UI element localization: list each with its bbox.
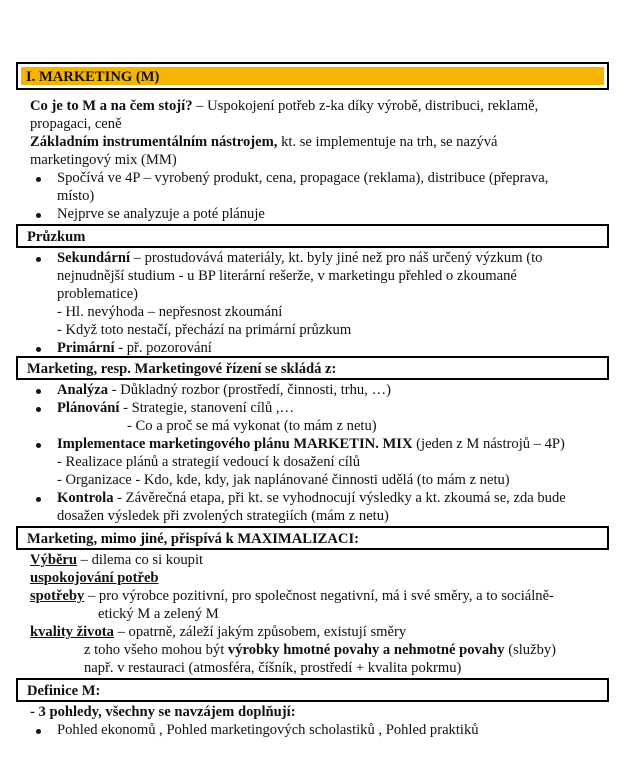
- bullet-dot: [36, 443, 41, 448]
- uspokojovani-line: [30, 570, 159, 586]
- analyza-bold: Analýza: [57, 382, 109, 398]
- kontrola-bold: Kontrola: [57, 490, 114, 506]
- intro-question-line2: propagaci, ceně: [30, 116, 122, 132]
- kvality-line1: [30, 624, 406, 640]
- implementace-bold: Implementace marketingového plánu MARKETIN. MIX: [57, 436, 413, 452]
- pruzkum-sub2: - Když toto nestačí, přechází na primární průzkum: [57, 322, 352, 338]
- bullet-dot: [36, 257, 41, 262]
- bullet-dot: [36, 407, 41, 412]
- intro-question-bold: Co je to M a na čem stojí?: [30, 98, 193, 114]
- section-heading: Definice M:: [27, 683, 101, 699]
- bullet-dot: [36, 177, 41, 182]
- kvality-line2-bold: výrobky hmotné povahy a nehmotné povahy: [227, 642, 505, 658]
- bullet-dot: [36, 347, 41, 352]
- bullet-dot: [36, 497, 41, 502]
- spotreby-text: – pro výrobce pozitivní, pro společnost negativní, má i své směry, a to sociálně-: [84, 588, 554, 604]
- bullet-dot: [36, 729, 41, 734]
- planovani-bold: Plánování: [57, 400, 120, 416]
- primarni-text: - př. pozorování: [114, 340, 212, 356]
- vyberu-bold: Výběru: [30, 552, 78, 568]
- spotreby-line2: etický M a zelený M: [98, 606, 219, 622]
- intro-tool-bold: Základním instrumentálním nástrojem,: [30, 134, 278, 150]
- implementace-sub1: - Realizace plánů a strategií vedoucí k dosažení cílů: [57, 454, 361, 470]
- section-definice-header: [16, 678, 609, 702]
- analyza-text: - Důkladný rozbor (prostředí, činnosti, trhu, …): [108, 382, 391, 398]
- title-bar: [16, 62, 609, 90]
- kontrola-text: - Závěrečná etapa, při kt. se vyhodnocují výsledky a kt. zkoumá se, zda bude: [113, 490, 566, 506]
- section-heading: Marketing, mimo jiné, přispívá k MAXIMALIZACI:: [27, 531, 360, 547]
- intro-bullet2: Nejprve se analyzuje a poté plánuje: [57, 206, 265, 222]
- definice-line1: - 3 pohledy, všechny se navzájem doplňují:: [30, 704, 296, 720]
- implementace-line: [57, 436, 565, 452]
- primarni-bold: Primární: [57, 340, 115, 356]
- sekundarni-bold: Sekundární: [57, 250, 131, 266]
- spotreby-line1: [30, 588, 554, 604]
- section-rizeni-header: [16, 356, 609, 380]
- definice-bullet: Pohled ekonomů , Pohled marketingových scholastiků , Pohled praktiků: [57, 722, 479, 738]
- sekundarni-text: – prostudovává materiály, kt. byly jiné než pro náš určený výzkum (to: [130, 250, 543, 266]
- kvality-line2-c: (služby): [504, 642, 557, 658]
- intro-question-line1: [30, 98, 538, 114]
- spotreby-bold: spotřeby: [30, 588, 85, 604]
- kvality-bold: kvality života: [30, 624, 114, 640]
- section-heading: Průzkum: [27, 229, 86, 245]
- document-title: I. MARKETING (M): [26, 69, 160, 85]
- kvality-line2-a: z toho všeho mohou být: [84, 642, 228, 658]
- kvality-line2: [84, 642, 556, 658]
- intro-tool-line1: [30, 134, 498, 150]
- intro-tool-text: kt. se implementuje na trh, se nazývá: [277, 134, 498, 150]
- kontrola-line1: [57, 490, 566, 506]
- kvality-text: – opatrně, záleží jakým způsobem, existují směry: [113, 624, 407, 640]
- intro-bullet1-line2: místo): [57, 188, 95, 204]
- intro-tool-line2: marketingový mix (MM): [30, 152, 177, 168]
- bullet-dot: [36, 389, 41, 394]
- intro-question-text: – Uspokojení potřeb z-ka díky výrobě, distribuci, reklamě,: [192, 98, 539, 114]
- primarni-line: [57, 340, 212, 356]
- vyberu-text: – dilema co si koupit: [77, 552, 204, 568]
- kontrola-line2: dosažen výsledek při zvolených strategiích (mám z netu): [57, 508, 389, 524]
- kvality-line3: např. v restauraci (atmosféra, číšník, prostředí + kvalita pokrmu): [84, 660, 462, 676]
- vyberu-line: [30, 552, 203, 568]
- section-heading: Marketing, resp. Marketingové řízení se skládá z:: [27, 361, 337, 377]
- sekundarni-line1: [57, 250, 542, 266]
- pruzkum-sub1: - Hl. nevýhoda – nepřesnost zkoumání: [57, 304, 283, 320]
- planovani-text: - Strategie, stanovení cílů ,…: [119, 400, 295, 416]
- analyza-line: [57, 382, 391, 398]
- planovani-sub: - Co a proč se má vykonat (to mám z netu): [127, 418, 377, 434]
- section-maximalizace-header: [16, 526, 609, 550]
- intro-bullet1-line1: Spočívá ve 4P – vyrobený produkt, cena, propagace (reklama), distribuce (přeprava,: [57, 170, 549, 186]
- planovani-line: [57, 400, 294, 416]
- implementace-sub2: - Organizace - Kdo, kde, kdy, jak naplánované činnosti udělá (to mám z netu): [57, 472, 510, 488]
- implementace-text: (jeden z M nástrojů – 4P): [412, 436, 565, 452]
- section-pruzkum-header: [16, 224, 609, 248]
- uspokojovani-bold: uspokojování potřeb: [30, 570, 159, 586]
- bullet-dot: [36, 213, 41, 218]
- sekundarni-line2: nejnudnější studium - u BP literární rešerže, v marketingu přehled o zkoumané: [57, 268, 517, 284]
- sekundarni-line3: problematice): [57, 286, 139, 302]
